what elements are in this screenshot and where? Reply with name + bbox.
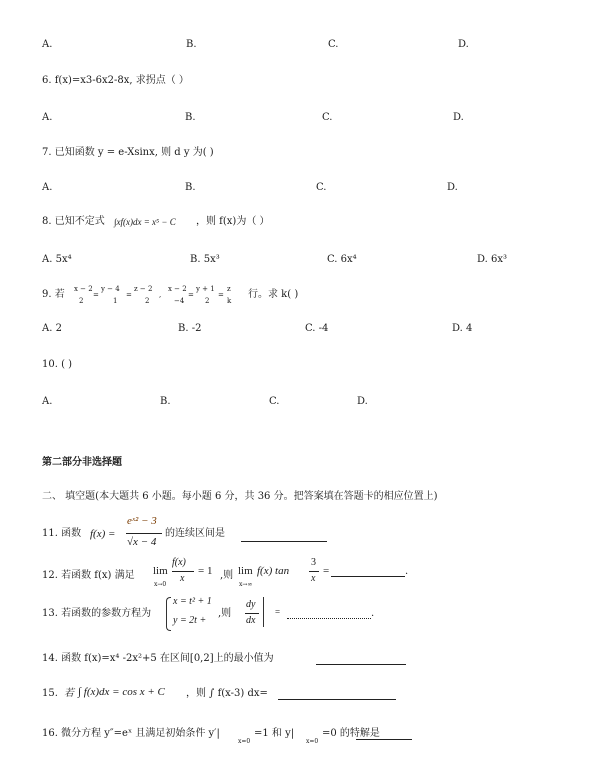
q16-line [0, 723, 595, 747]
q9-eq1: = [93, 291, 99, 299]
q15-mid: ，则 ∫ f(x-3) dx= [186, 688, 268, 699]
section-header: 二、 填空题(本大题共 6 小题。每小题 6 分，共 36 分。把答案填在答题卡的相应位置上) [42, 491, 438, 502]
q11-lhs: f(x) = [90, 528, 116, 540]
q16-sub1: x=0 [238, 738, 251, 745]
q7-stem-line [0, 146, 595, 166]
q12-eq1: = 1 [198, 565, 213, 577]
q11-answer-blank[interactable] [241, 541, 327, 542]
q8-integral: ∫xf(x)dx = x⁵ − C [114, 217, 176, 227]
q9-option-c: C. -4 [305, 323, 329, 334]
q12-mid: ,则 [220, 570, 234, 581]
q9-frac1-num: x − 2 [74, 285, 93, 293]
q12-answer-blank[interactable] [331, 576, 405, 577]
q13-eq-top: x = t² + 1 [173, 596, 212, 607]
q13-eval-bar [263, 597, 264, 627]
q10-option-c: C. [269, 396, 280, 407]
q12-prefix: 12. 若函数 f(x) 满足 [42, 570, 135, 581]
q16-answer-blank[interactable] [356, 739, 412, 740]
q7-options [0, 181, 595, 201]
q11-prefix: 11. 函数 [42, 528, 82, 539]
q9-eq4: = [218, 291, 224, 299]
q11-numerator: eˣ² − 3 [127, 515, 157, 527]
q8-options [0, 253, 595, 273]
q9-option-a: A. 2 [42, 323, 62, 334]
q9-stem-line [0, 282, 595, 312]
q9-eq3: = [188, 291, 194, 299]
q8-stem-line [0, 215, 595, 235]
q12-den1: x [180, 573, 185, 584]
q13-den: dx [246, 615, 256, 626]
q15-answer-blank[interactable] [278, 699, 396, 700]
q10-option-a: A. [42, 396, 53, 407]
q10-stem-line [0, 358, 595, 378]
q12-lim1-sub: x→0 [154, 581, 167, 588]
q11-suffix: 的连续区间是 [165, 528, 225, 539]
q12-lim2-sub: x→∞ [239, 581, 253, 588]
q6-options [0, 111, 595, 131]
q9-suffix: 行。求 k( ) [248, 289, 299, 300]
section-header-line [0, 490, 595, 510]
q10-option-b: B. [160, 396, 171, 407]
q8-option-b: B. 5x³ [190, 254, 220, 265]
q9-frac5-den: 2 [205, 297, 210, 305]
q9-option-d: D. 4 [452, 323, 473, 334]
q11-denominator: √x − 4 [127, 536, 157, 548]
q6-stem: 6. f(x)=x3-6x2-8x, 求拐点（ ） [42, 75, 189, 86]
q12-den2: x [311, 573, 316, 584]
q7-option-a: A. [42, 182, 53, 193]
q9-comma: , [159, 291, 162, 299]
q9-eq2: = [126, 291, 132, 299]
q15-prefix: 15. [42, 688, 58, 699]
q10-option-d: D. [357, 396, 368, 407]
q5-options [0, 38, 595, 58]
q13-line [0, 594, 595, 634]
q9-frac6-den: k [227, 297, 232, 305]
q6-option-d: D. [453, 112, 464, 123]
q16-stem: 16. 微分方程 y″=eˣ 且满足初始条件 y′| [42, 728, 220, 739]
q14-stem: 14. 函数 f(x)=x⁴ -2x²+5 在区间[0,2]上的最小值为 [42, 653, 274, 664]
q12-line [0, 556, 595, 592]
q15-line [0, 682, 595, 706]
q16-mid: =1 和 y| [254, 728, 295, 739]
q9-frac3-num: z − 2 [134, 285, 153, 293]
q9-frac2-den: 1 [113, 297, 118, 305]
q6-option-b: B. [185, 112, 196, 123]
q12-period: . [405, 566, 409, 577]
q7-stem: 7. 已知函数 y = e-Xsinx, 则 d y 为( ) [42, 147, 214, 158]
q8-stem-suffix: ，则 f(x)为（ ） [196, 216, 270, 227]
q6-option-a: A. [42, 112, 53, 123]
q10-stem: 10. ( ) [42, 359, 73, 370]
q13-num: dy [246, 599, 256, 610]
q16-end: =0 的特解是 [322, 728, 380, 739]
q9-option-b: B. -2 [178, 323, 202, 334]
q14-line [0, 652, 595, 672]
q13-period: . [371, 608, 375, 619]
q8-option-d: D. 6x³ [477, 254, 508, 265]
q6-stem-line [0, 74, 595, 94]
q12-eq2: = [323, 565, 330, 577]
q9-frac3-den: 2 [145, 297, 150, 305]
q10-options [0, 395, 595, 415]
q12-lim2: lim [238, 565, 253, 577]
q9-frac1-den: 2 [79, 297, 84, 305]
q11-fraction-bar [126, 533, 162, 534]
q15-integral: ∫ f(x)dx = cos x + C [78, 686, 165, 698]
q5-option-d: D. [458, 39, 469, 50]
q5-option-c: C. [328, 39, 339, 50]
q6-option-c: C. [322, 112, 333, 123]
q13-system-brace [166, 597, 171, 631]
q12-num2: 3 [311, 557, 316, 568]
q7-option-c: C. [316, 182, 327, 193]
part2-heading: 第二部分非选择题 [42, 457, 122, 468]
q13-prefix: 13. 若函数的参数方程为 [42, 608, 152, 619]
q13-mid: ,则 [218, 608, 232, 619]
q9-prefix: 9. 若 [42, 289, 65, 300]
q9-frac4-den: −4 [174, 297, 185, 305]
q11-line [0, 514, 595, 554]
part2-heading-line [0, 456, 595, 476]
q9-options [0, 322, 595, 342]
q8-stem-prefix: 8. 已知不定式 [42, 216, 105, 227]
q5-option-a: A. [42, 39, 53, 50]
q13-eq-bot: y = 2t + [173, 615, 207, 626]
q8-option-c: C. 6x⁴ [327, 254, 357, 265]
q12-lim1: lim [153, 565, 168, 577]
q7-option-d: D. [447, 182, 458, 193]
q8-option-a: A. 5x⁴ [42, 254, 72, 265]
q15-ruo: 若 [64, 688, 74, 699]
q14-answer-blank[interactable] [316, 664, 406, 665]
q9-frac2-num: y − 4 [101, 285, 120, 293]
q16-sub2: x=0 [306, 738, 319, 745]
q12-body2: f(x) tan [257, 565, 290, 577]
q7-option-b: B. [185, 182, 196, 193]
q9-frac5-num: y + 1 [196, 285, 215, 293]
q13-eq: = [275, 607, 281, 617]
q9-frac6-num: z [227, 285, 231, 293]
q13-answer-blank[interactable] [287, 618, 371, 619]
q12-num1: f(x) [172, 557, 186, 568]
q9-frac4-num: x − 2 [168, 285, 187, 293]
q5-option-b: B. [186, 39, 197, 50]
